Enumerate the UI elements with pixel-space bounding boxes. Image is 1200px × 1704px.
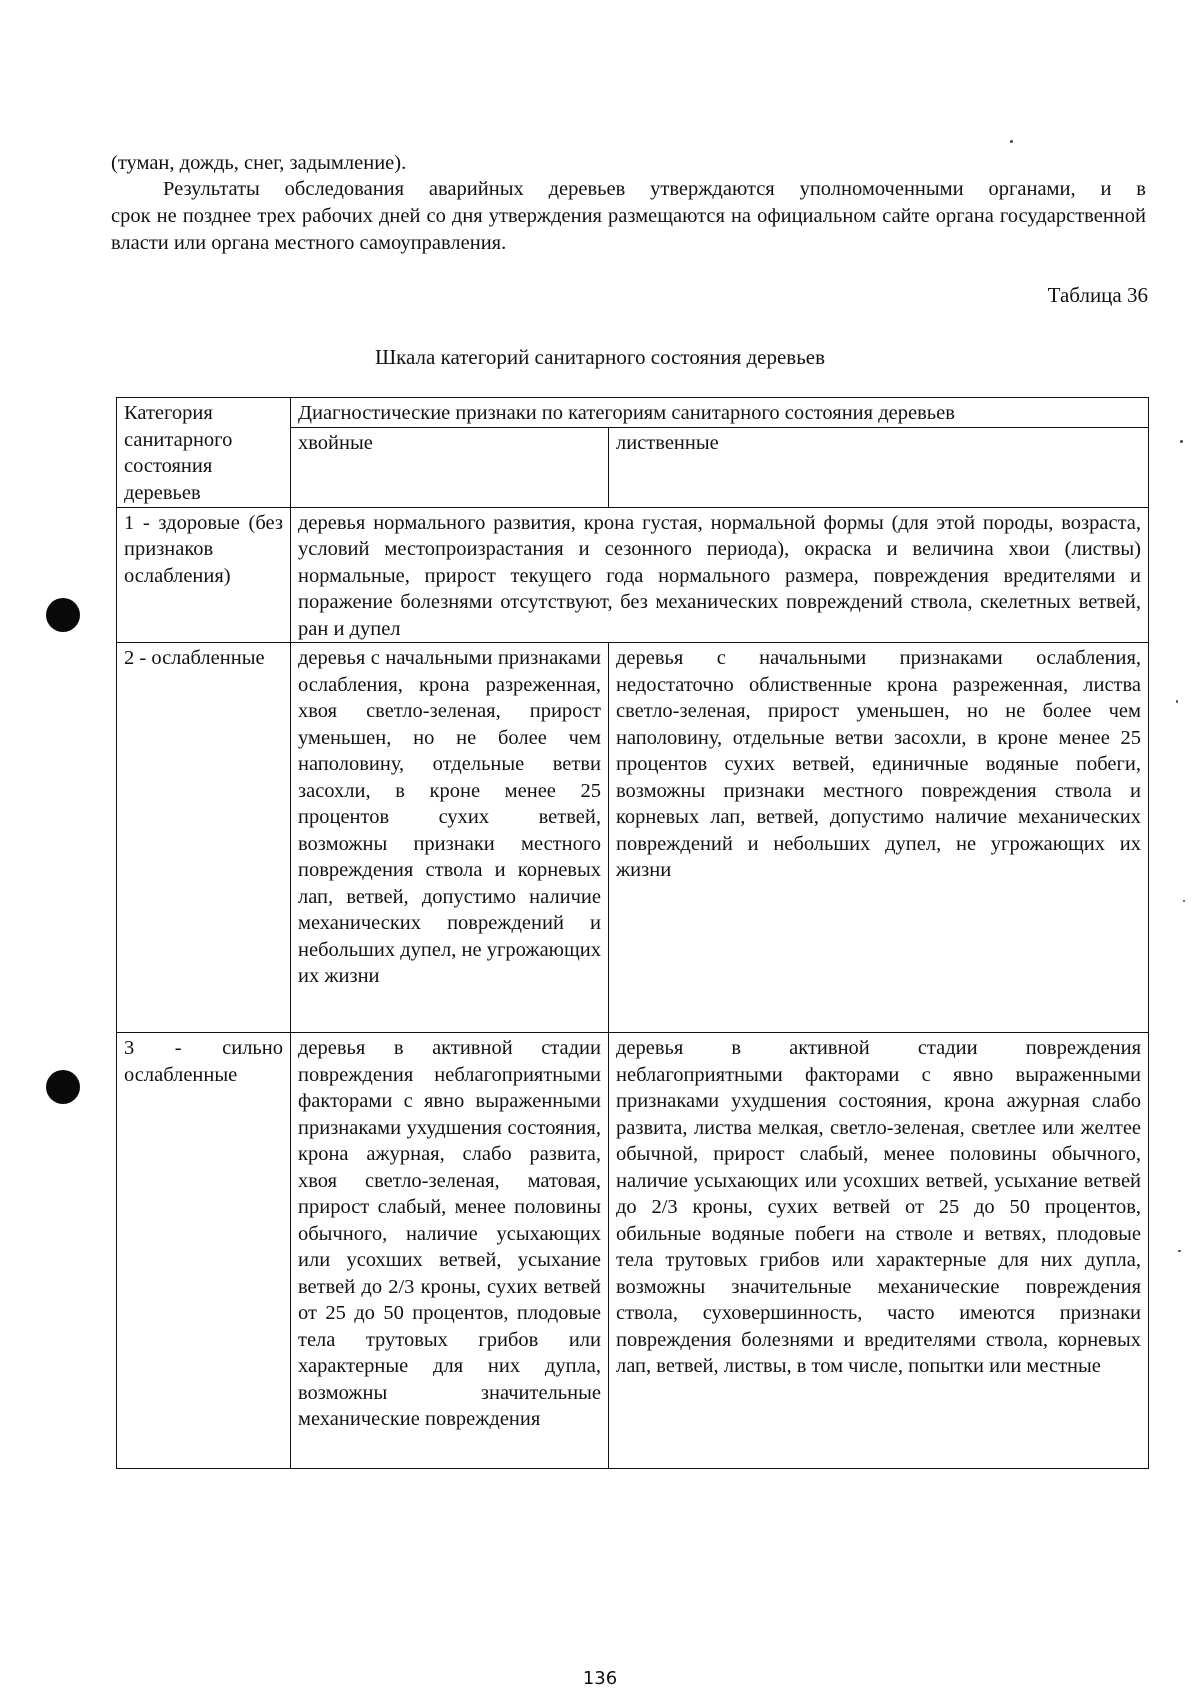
row-category: 3 - сильно ослабленные — [117, 1033, 291, 1469]
row-deciduous: деревья с начальными признаками ослабления, недостаточно облиственные крона разреженная, листва светло-зеленая, прирост уменьшен, но не более чем наполовину, отдельные ветви засохли, в кроне менее 25 процентов сухих ветвей, единичные водяные побеги, возможны признаки местного повреждения ствола и корневых лап, ветвей, допустимо наличие механических повреждений и небольших дупел, не угрожающих их жизни — [609, 643, 1149, 1033]
scan-speck — [1183, 900, 1185, 902]
table-row — [117, 1033, 1149, 1469]
scan-speck — [1180, 440, 1183, 443]
intro-paragraph-first-line: Результаты обследования аварийных деревьев утверждаются уполномоченными органами, и в — [163, 178, 1146, 200]
table-row — [117, 507, 1149, 643]
row-category: 1 - здоровые (без признаков ослабления) — [117, 507, 291, 643]
row-conifer: деревья в активной стадии повреждения неблагоприятными факторами с явно выраженными признаками ухудшения состояния, крона ажурная, слабо развита, хвоя светло-зеленая, матовая, прирост слабый, менее половины обычного, наличие усыхающих или усохших ветвей, усыхание ветвей до 2/3 кроны, сухих ветвей от 25 до 50 процентов, плодовые тела трутовых грибов или характерные для них дупла, возможны значительные механические повреждения — [291, 1033, 609, 1469]
header-diagnostic-group: Диагностические признаки по категориям санитарного состояния деревьев — [291, 398, 1149, 428]
intro-paragraph-rest: срок не позднее трех рабочих дней со дня утверждения размещаются на официальном сайте органа государственной власти или органа местного самоуправления. — [111, 205, 1146, 254]
header-conifer: хвойные — [291, 427, 609, 507]
scan-speck — [1178, 1250, 1181, 1252]
row-conifer: деревья с начальными признаками ослабления, крона разреженная, хвоя светло-зеленая, прирост уменьшен, но не более чем наполовину, отдельные ветви засохли, в кроне менее 25 процентов сухих ветвей, возможны признаки местного повреждения ствола и корневых лап, ветвей, допустимо наличие механических повреждений и небольших дупел, не угрожающих их жизни — [291, 643, 609, 1033]
binder-hole — [46, 1070, 80, 1104]
row-deciduous: деревья в активной стадии повреждения неблагоприятными факторами с явно выраженными признаками ухудшения состояния, крона ажурная слабо развита, листва мелкая, светло-зеленая, светлее или желтее обычной, прирост слабый, менее половины обычного, наличие усыхающих или усохших ветвей, усыхание ветвей до 2/3 кроны, сухих ветвей от 25 до 50 процентов, обильные водяные побеги на стволе и ветвях, плодовые тела трутовых грибов или характерные для них дупла, возможны значительные механические повреждения ствола, суховершинность, часто имеются признаки повреждения болезнями и вредителями ствола, корневых лап, ветвей, листвы, в том числе, попытки или местные — [609, 1033, 1149, 1469]
intro-continuation: (туман, дождь, снег, задымление). — [111, 152, 407, 174]
row-category: 2 - ослабленные — [117, 643, 291, 1033]
intro-paragraph — [111, 176, 1146, 257]
header-deciduous: лиственные — [609, 427, 1149, 507]
scan-speck — [1176, 700, 1178, 703]
sanitary-category-table — [116, 397, 1149, 1469]
table-title: Шкала категорий санитарного состояния деревьев — [374, 345, 826, 369]
header-category: Категория санитарного состояния деревьев — [117, 398, 291, 508]
row-merged-description: деревья нормального развития, крона густая, нормальной формы (для этой породы, возраста, условий местопроизрастания и сезонного периода), окраска и величина хвои (листвы) нормальные, прирост текущего года нормального размера, повреждения вредителями и поражение болезнями отсутствуют, без механических повреждений ствола, скелетных ветвей, ран и дупел — [291, 507, 1149, 643]
table-row — [117, 643, 1149, 1033]
binder-hole — [46, 598, 80, 632]
scan-speck — [1010, 140, 1013, 143]
page-number: 136 — [582, 1668, 618, 1689]
table-number: Таблица 36 — [1047, 283, 1148, 307]
